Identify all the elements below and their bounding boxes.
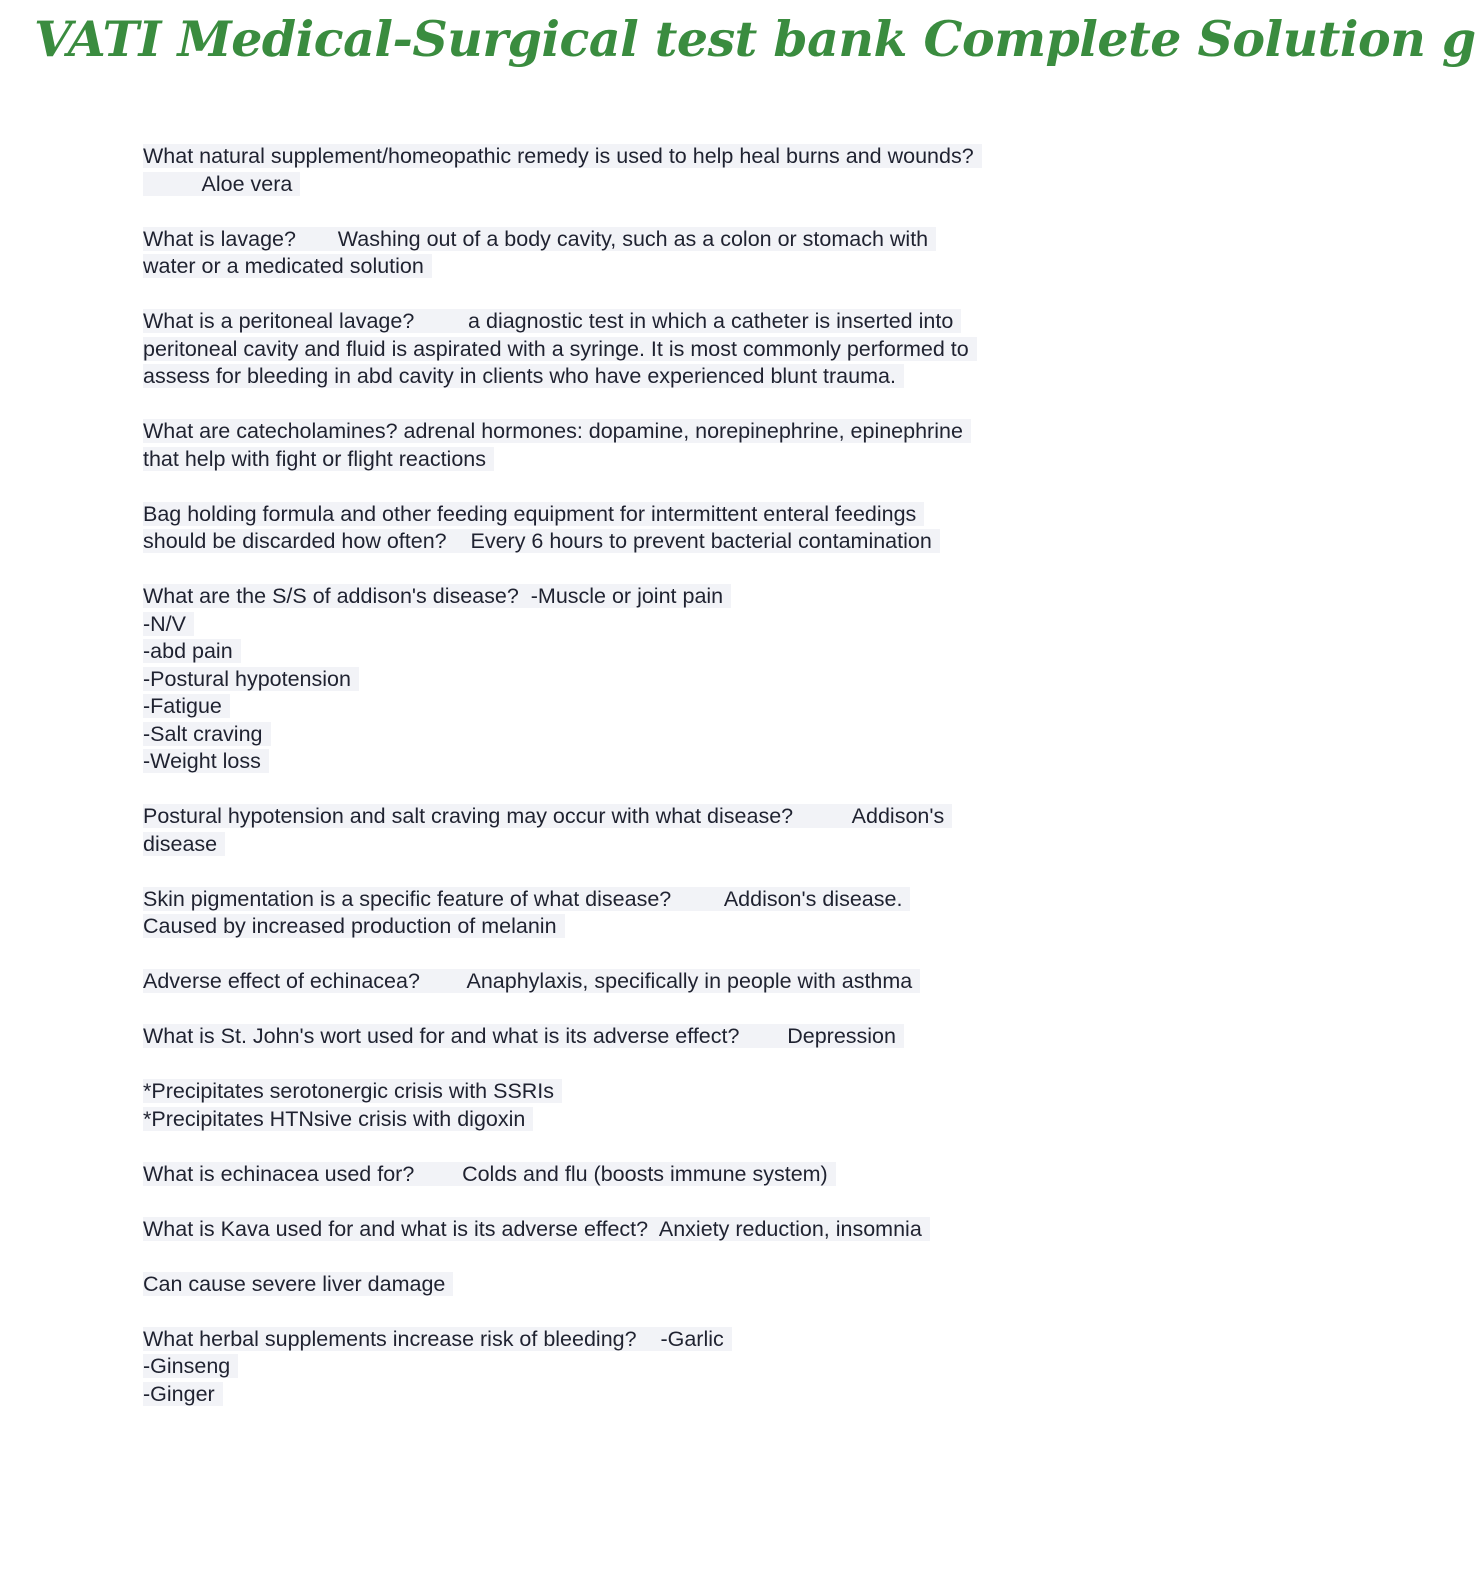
qa-line [143,308,1083,336]
qa-line [143,1106,1083,1134]
qa-line [143,171,1083,199]
qa-entry [143,886,1083,941]
qa-line [143,886,1083,914]
qa-entry [143,583,1083,776]
qa-line [143,666,1083,694]
qa-entry [143,1271,1083,1299]
qa-line-text: What is echinacea used for? Colds and flu (boosts immune system) [143,1162,836,1186]
qa-line [143,831,1083,859]
qa-entry [143,308,1083,391]
qa-line-text: Postural hypotension and salt craving may occur with what disease? Addison's [143,804,952,828]
qa-entry [143,501,1083,556]
qa-line [143,363,1083,391]
qa-line-text: What is a peritoneal lavage? a diagnostic test in which a catheter is inserted into [143,309,961,333]
qa-line [143,1216,1083,1244]
qa-entry [143,1161,1083,1189]
qa-line-text: -N/V [143,612,194,636]
qa-line-text: disease [143,832,225,856]
qa-entry [143,143,1083,198]
qa-line [143,693,1083,721]
qa-line [143,253,1083,281]
qa-line [143,1381,1083,1409]
qa-line-text: What is St. John's wort used for and what is its adverse effect? Depression [143,1024,904,1048]
qa-line [143,501,1083,529]
qa-line-text: water or a medicated solution [143,254,432,278]
qa-line [143,1271,1083,1299]
qa-line-text: What is Kava used for and what is its adverse effect? Anxiety reduction, insomnia [143,1217,930,1241]
qa-line-text: Adverse effect of echinacea? Anaphylaxis, specifically in people with asthma [143,969,920,993]
page-title: VATI Medical-Surgical test bank Complete Solution g [34,10,1476,68]
qa-line [143,143,1083,171]
qa-entry [143,1023,1083,1051]
qa-line-text: What are catecholamines? adrenal hormones: dopamine, norepinephrine, epinephrine [143,419,971,443]
qa-line-text: -Postural hypotension [143,667,359,691]
qa-entry [143,1326,1083,1409]
qa-line-text: -Ginger [143,1382,223,1406]
qa-line-text: Bag holding formula and other feeding equipment for intermittent enteral feedings [143,502,924,526]
qa-line-text: that help with fight or flight reactions [143,447,494,471]
qa-line-text: Caused by increased production of melanin [143,914,565,938]
qa-line [143,721,1083,749]
qa-line [143,336,1083,364]
qa-line-text: -Weight loss [143,749,269,773]
qa-line-text: -Fatigue [143,694,230,718]
qa-line [143,418,1083,446]
qa-line-text: -abd pain [143,639,241,663]
qa-line-text: should be discarded how often? Every 6 hours to prevent bacterial contamination [143,529,940,553]
qa-content [143,143,1083,1436]
qa-line [143,446,1083,474]
qa-line-text: assess for bleeding in abd cavity in clients who have experienced blunt trauma. [143,364,904,388]
qa-line [143,1023,1083,1051]
qa-entry [143,968,1083,996]
qa-line-text: Skin pigmentation is a specific feature of what disease? Addison's disease. [143,887,910,911]
qa-line [143,913,1083,941]
qa-line-text: *Precipitates serotonergic crisis with SSRIs [143,1079,562,1103]
qa-entry [143,803,1083,858]
qa-line-text: What is lavage? Washing out of a body cavity, such as a colon or stomach with [143,227,936,251]
qa-line [143,226,1083,254]
qa-line-text: -Ginseng [143,1354,238,1378]
qa-line [143,1326,1083,1354]
qa-entry [143,418,1083,473]
qa-line [143,748,1083,776]
qa-line-text: What natural supplement/homeopathic remedy is used to help heal burns and wounds? [143,144,982,168]
qa-entry [143,1216,1083,1244]
qa-line-text: peritoneal cavity and fluid is aspirated with a syringe. It is most commonly performed to [143,337,977,361]
qa-line [143,638,1083,666]
qa-entry [143,226,1083,281]
qa-line-text: *Precipitates HTNsive crisis with digoxin [143,1107,533,1131]
qa-line-text: What herbal supplements increase risk of bleeding? -Garlic [143,1327,732,1351]
qa-line-text: -Salt craving [143,722,271,746]
qa-entry [143,1078,1083,1133]
qa-line [143,1078,1083,1106]
qa-line [143,611,1083,639]
qa-line [143,968,1083,996]
qa-line [143,583,1083,611]
qa-line [143,528,1083,556]
qa-line [143,803,1083,831]
qa-line-text: What are the S/S of addison's disease? -Muscle or joint pain [143,584,731,608]
qa-line-text: Aloe vera [143,172,300,196]
qa-line [143,1353,1083,1381]
qa-line-text: Can cause severe liver damage [143,1272,453,1296]
qa-line [143,1161,1083,1189]
